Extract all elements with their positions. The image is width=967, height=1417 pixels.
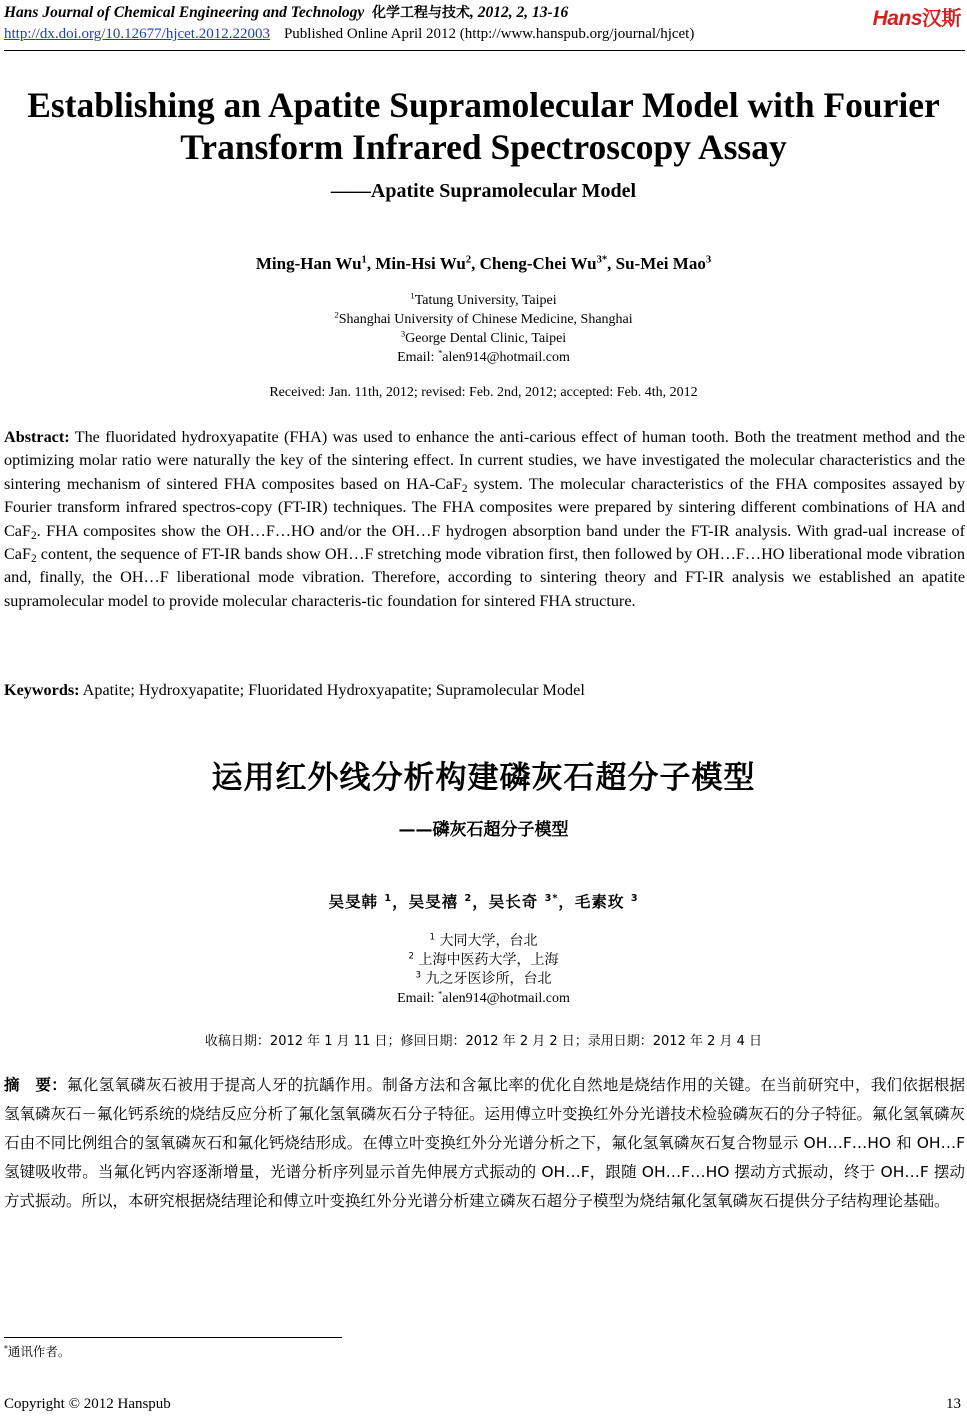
paper-subtitle-en: ——Apatite Supramolecular Model — [330, 180, 637, 202]
copyright: Copyright © 2012 Hanspub — [4, 1396, 171, 1412]
affiliation: $^1$Tatung University, Taipei — [410, 290, 557, 308]
logo-cn: 汉斯 — [922, 6, 961, 30]
paper-title-en — [0, 84, 967, 168]
title-line-2: Transform Infrared Spectroscopy Assay — [180, 127, 787, 167]
footnote: *通讯作者。 — [4, 1344, 71, 1359]
affiliation: $^3$George Dental Clinic, Taipei — [400, 328, 567, 346]
keywords-en: Keywords: Apatite; Hydroxyapatite; Fluoridated Hydroxyapatite; Supramolecular Model — [4, 681, 585, 699]
affiliation: $^2$Shanghai University of Chinese Medicine, Shanghai — [334, 309, 633, 327]
journal-name-cn: 化学工程与技术 — [372, 5, 471, 21]
keywords-label: Keywords: — [4, 681, 80, 699]
author: 吴旻韩 $^1$ — [328, 893, 393, 911]
doi-line — [4, 26, 694, 43]
email-address[interactable]: alen914@hotmail.com — [442, 350, 570, 365]
affiliations-cn — [0, 932, 967, 1008]
author: Cheng-Chei $Wu^{3*}$ — [479, 254, 608, 273]
author-list-en: Ming-Han Wu$^1$, Min-Hsi Wu$^2$, Cheng-Chei $Wu^{3*}$, Su-Mei Mao$^3$ — [255, 254, 712, 273]
affiliation: $^2$ 上海中医药大学，上海 — [408, 951, 559, 968]
paper-subtitle-cn: ——磷灰石超分子模型 — [398, 820, 569, 840]
author: Ming-Han Wu$^1$ — [255, 254, 367, 273]
running-header — [4, 2, 963, 50]
email-line: Email: *alen914@hotmail.com — [397, 988, 570, 1006]
hanspub-logo — [873, 2, 961, 31]
author: 毛素玫 $^3$ — [574, 893, 639, 911]
abstract-en: Abstract: The fluoridated hydroxyapatite (FHA) was used to enhance the anti-carious effect of human tooth. Both the treatment method and the optimizing molar ratio were naturally the key of the sintering effect. In current studies, we have investigated the molecular characteristics and the sintering mechanism of sintered FHA composites based on HA-CaF$_2$ system. The molecular characteristics of the FHA composites assayed by Fourier transform infrared spectros-copy (FT-IR) techniques. The FHA composites were prepared by sintering different combinations of HA and CaF$_2$. FHA composites show the OH…F…HO and/or the OH…F hydrogen absorption band under the FT-IR analysis. With grad-ual increase of CaF$_2$ content, the sequence of FT-IR bands show OH…F stretching mode vibration first, then followed by OH…F…HO liberational mode vibration and, finally, the OH…F liberational mode vibration. Therefore, according to sintering theory and FT-IR analysis we established an apatite supramolecular model to provide molecular characteris-tic foundation for sintered FHA structure. — [4, 428, 965, 610]
email-line: Email: *alen914@hotmail.com — [397, 347, 570, 365]
abstract-cn: 摘 要：氟化氢氧磷灰石被用于提高人牙的抗龋作用。制备方法和含氟比率的优化自然地是烧结作用的关键。在当前研究中，我们依据根据氢氧磷灰石－氟化钙系统的烧结反应分析了氟化氢氧磷灰石分子特征。运用傅立叶变换红外分光谱技术检验磷灰石的分子特征。氟化氢氧磷灰石由不同比例组合的氢氧磷灰石和氟化钙烧结形成。在傅立叶变换红外分光谱分析之下，氟化氢氧磷灰石复合物显示 OH…F…HO 和 OH…F 氢键吸收带。当氟化钙内容逐渐增量，光谱分析序列显示首先伸展方式振动的 OH…F，跟随 OH…F…HO 摆动方式振动，终于 OH…F 摆动方式振动。所以，本研究根据烧结理论和傅立叶变换红外分光谱分析建立磷灰石超分子模型为烧结氟化氢氧磷灰石提供分子结构理论基础。 — [4, 1076, 966, 1210]
author-list-cn: 吴旻韩 $^1$，吴旻禧 $^2$，吴长奇 $^{3*}$，毛素玫 $^3$ — [328, 893, 639, 911]
affiliations-en — [0, 291, 967, 367]
author: 吴长奇 $^{3*}$ — [488, 893, 559, 911]
journal-name-en: Hans Journal of Chemical Engineering and Technology — [4, 4, 365, 21]
published-online: Published Online April 2012 (http://www.hanspub.org/journal/hjcet) — [283, 26, 695, 42]
title-line-1: Establishing an Apatite Supramolecular Model with Fourier — [27, 85, 940, 125]
abstract-label-cn: 摘 要： — [4, 1076, 68, 1094]
header-divider — [4, 50, 965, 51]
received-dates-cn: 收稿日期：2012 年 1 月 11 日；修回日期：2012 年 2 月 2 日；录用日期：2012 年 2 月 4 日 — [204, 1034, 763, 1049]
author: Su-Mei Mao$^3$ — [615, 254, 712, 273]
email-address[interactable]: alen914@hotmail.com — [442, 991, 570, 1006]
abstract-label: Abstract: — [4, 428, 70, 446]
journal-title — [4, 2, 568, 22]
affiliation: $^3$ 九之牙医诊所，台北 — [415, 970, 552, 987]
journal-citation: , 2012, 2, 13-16 — [470, 4, 569, 21]
doi-link[interactable]: http://dx.doi.org/10.12677/hjcet.2012.22003 — [4, 26, 270, 42]
received-dates-en: Received: Jan. 11th, 2012; revised: Feb. 2nd, 2012; accepted: Feb. 4th, 2012 — [269, 385, 698, 400]
page-number: 13 — [946, 1396, 961, 1412]
logo-latin: Hans — [872, 7, 922, 30]
author: Min-Hsi Wu$^2$ — [375, 254, 472, 273]
paper-title-cn: 运用红外线分析构建磷灰石超分子模型 — [211, 760, 756, 796]
author: 吴旻禧 $^2$ — [408, 893, 473, 911]
affiliation: $^1$ 大同大学，台北 — [429, 932, 538, 949]
footnote-divider — [4, 1337, 342, 1338]
